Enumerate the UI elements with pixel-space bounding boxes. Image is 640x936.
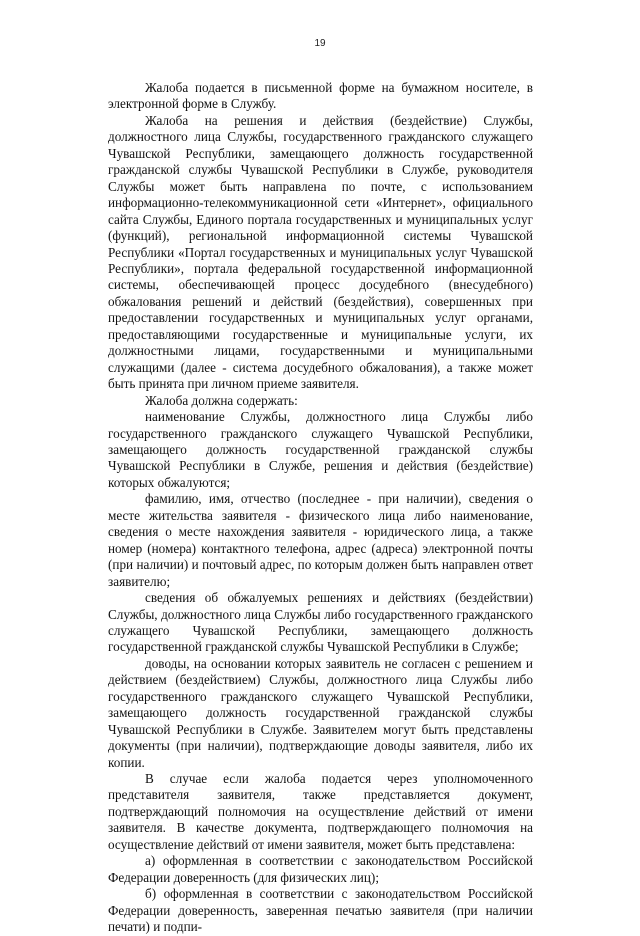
paragraph: сведения об обжалуемых решениях и действиях (бездействии) Службы, должностного лица Службы либо государственного гражданского служащего Чувашской Республики, замещающего должность государственной гражданской службы Чувашской Республики в Службе;	[108, 590, 533, 655]
paragraph: Жалоба должна содержать:	[145, 392, 298, 408]
paragraph: а) оформленная в соответствии с законодательством Российской Федерации доверенность (для физических лиц);	[108, 853, 533, 885]
paragraph: доводы, на основании которых заявитель не согласен с решением и действием (бездействием) Службы, должностного лица Службы либо государственного гражданского служащего Чувашской Республики, замещающего должность государственной гражданской службы Чувашской Республики в Службе. Заявителем могут быть представлены документы (при наличии), подтверждающие доводы заявителя, либо их копии.	[108, 655, 533, 770]
paragraph: наименование Службы, должностного лица Службы либо государственного гражданского служащего Чувашской Республики, замещающего должность государственной гражданской службы Чувашской Республики в Службе, решения и действия (бездействие) которых обжалуются;	[108, 409, 533, 490]
document-body	[108, 80, 533, 936]
paragraph: В случае если жалоба подается через уполномоченного представителя заявителя, также представляется документ, подтверждающий полномочия на осуществление действий от имени заявителя. В качестве документа, подтверждающего полномочия на осуществление действий от имени заявителя, может быть представлена:	[108, 771, 533, 852]
paragraph: Жалоба подается в письменной форме на бумажном носителе, в электронной форме в Службу.	[108, 80, 533, 112]
paragraph: Жалоба на решения и действия (бездействие) Службы, должностного лица Службы, государственного гражданского служащего Чувашской Республики, замещающего должность государственной гражданской службы Чувашской Республики в Службе, руководителя Службы может быть направлена по почте, с использованием информационно-телекоммуникационной сети «Интернет», официального сайта Службы, Единого портала государственных и муниципальных услуг (функций), региональной информационной системы Чувашской Республики «Портал государственных и муниципальных услуг Чувашской Республики», портала федеральной государственной информационной системы, обеспечивающей процесс досудебного (внесудебного) обжалования решений и действий (бездействия), совершенных при предоставлении государственных и муниципальных услуг органами, предоставляющими государственные и муниципальные услуги, их должностными лицами, государственными и муниципальными служащими (далее - система досудебного обжалования), а также может быть принята при личном приеме заявителя.	[108, 112, 533, 392]
paragraph: фамилию, имя, отчество (последнее - при наличии), сведения о месте жительства заявителя - физического лица либо наименование, сведения о месте нахождения заявителя - юридического лица, а также номер (номера) контактного телефона, адрес (адреса) электронной почты (при наличии) и почтовый адрес, по которым должен быть направлен ответ заявителю;	[108, 491, 533, 589]
paragraph: б) оформленная в соответствии с законодательством Российской Федерации доверенность, заверенная печатью заявителя (при наличии печати) и подпи-	[108, 886, 533, 935]
page-number: 19	[314, 38, 326, 49]
